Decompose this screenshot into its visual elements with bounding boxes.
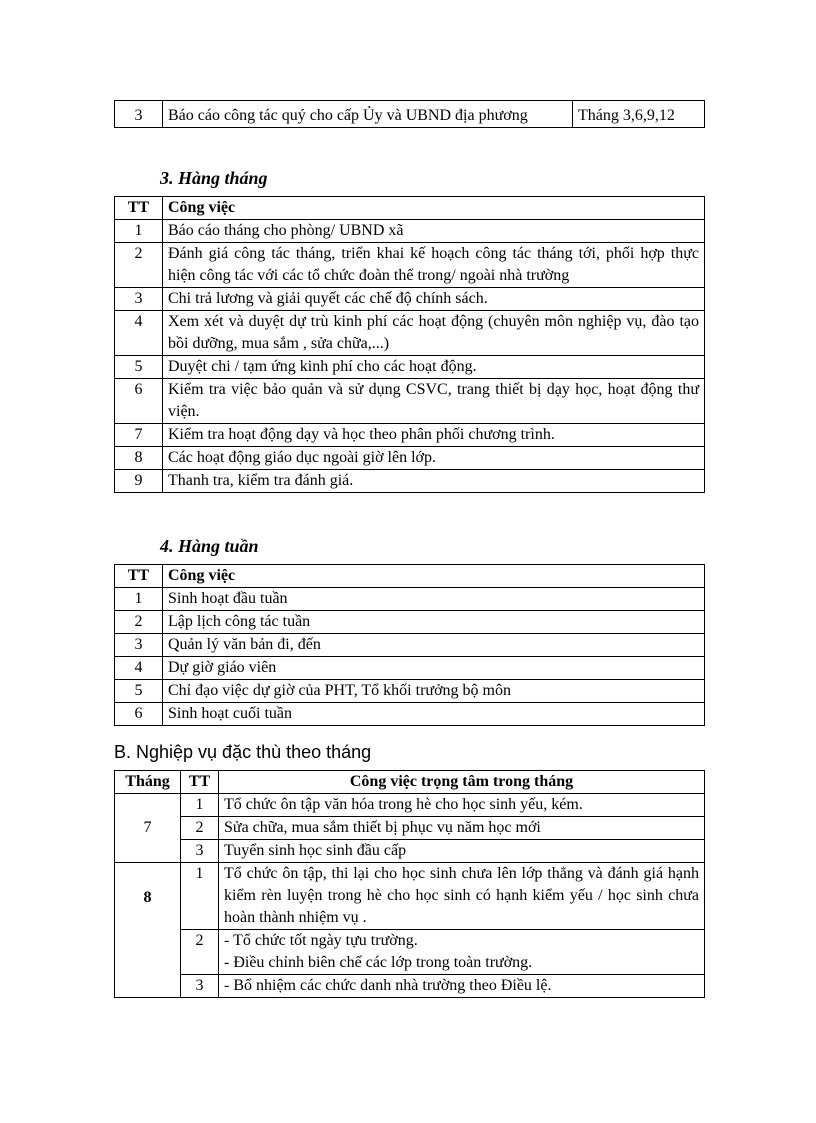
tt-cell: 5 [115, 356, 163, 379]
task-cell: Duyệt chi / tạm ứng kinh phí cho các hoạt động. [163, 356, 705, 379]
table-row [115, 243, 705, 288]
quarterly-table [114, 100, 705, 128]
table-row [115, 863, 705, 930]
tt-cell: 3 [181, 840, 219, 863]
monthly-table [114, 196, 705, 493]
table-row [115, 634, 705, 657]
table-header-row [115, 771, 705, 794]
tt-cell: 2 [181, 817, 219, 840]
table-row [115, 703, 705, 726]
task-cell: Xem xét và duyệt dự trù kinh phí các hoạt động (chuyên môn nghiệp vụ, đào tạo bồi dưỡng, mua sắm , sửa chữa,...) [163, 311, 705, 356]
task-cell: Chỉ đạo việc dự giờ của PHT, Tổ khối trưởng bộ môn [163, 680, 705, 703]
header-tt: TT [115, 197, 163, 220]
tt-cell: 3 [115, 634, 163, 657]
task-cell: Tổ chức ôn tập văn hóa trong hè cho học sinh yếu, kém. [219, 794, 705, 817]
tt-cell: 1 [181, 863, 219, 930]
table-row [115, 975, 705, 998]
table-header-row [115, 197, 705, 220]
task-cell: Tuyển sinh học sinh đầu cấp [219, 840, 705, 863]
task-cell: Tổ chức ôn tập, thi lại cho học sinh chưa lên lớp thẳng và đánh giá hạnh kiểm rèn luyện trong hè cho học sinh có hạnh kiểm yếu / học sinh chưa hoàn thành nhiệm vụ . [219, 863, 705, 930]
tt-cell: 7 [115, 424, 163, 447]
header-task: Công việc trọng tâm trong tháng [219, 771, 705, 794]
table-row [115, 311, 705, 356]
task-cell: Báo cáo tháng cho phòng/ UBND xã [163, 220, 705, 243]
weekly-heading: 4. Hàng tuần [160, 536, 259, 556]
section-b-heading: B. Nghiệp vụ đặc thù theo tháng [114, 742, 372, 762]
tt-cell: 9 [115, 470, 163, 493]
table-row [115, 447, 705, 470]
tt-cell: 8 [115, 447, 163, 470]
table-row [115, 220, 705, 243]
task-cell: Sinh hoạt đầu tuần [163, 588, 705, 611]
task-cell: Các hoạt động giáo dục ngoài giờ lên lớp. [163, 447, 705, 470]
table-row [115, 657, 705, 680]
table-header-row [115, 565, 705, 588]
tt-cell: 1 [181, 794, 219, 817]
monthly-specific-table [114, 770, 705, 998]
header-task: Công việc [163, 565, 705, 588]
month-cell: 8 [115, 863, 181, 998]
task-cell: Sửa chữa, mua sắm thiết bị phục vụ năm học mới [219, 817, 705, 840]
header-month: Tháng [115, 771, 181, 794]
table-row [115, 379, 705, 424]
task-cell: Quản lý văn bản đi, đến [163, 634, 705, 657]
tt-cell: 2 [115, 243, 163, 288]
tt-cell: 6 [115, 703, 163, 726]
table-row [115, 356, 705, 379]
task-cell: Chi trả lương và giải quyết các chế độ chính sách. [163, 288, 705, 311]
table-row [115, 840, 705, 863]
table-row [115, 930, 705, 975]
table-row [115, 101, 705, 128]
tt-cell: 2 [115, 611, 163, 634]
time-cell: Tháng 3,6,9,12 [573, 101, 705, 128]
task-cell: Thanh tra, kiểm tra đánh giá. [163, 470, 705, 493]
table-row [115, 288, 705, 311]
table-row [115, 794, 705, 817]
task-cell: Lập lịch công tác tuần [163, 611, 705, 634]
task-cell: Sinh hoạt cuối tuần [163, 703, 705, 726]
tt-cell: 4 [115, 311, 163, 356]
header-task: Công việc [163, 197, 705, 220]
tt-cell: 4 [115, 657, 163, 680]
tt-cell: 3 [181, 975, 219, 998]
task-cell: Kiểm tra hoạt động dạy và học theo phân phối chương trình. [163, 424, 705, 447]
tt-cell: 6 [115, 379, 163, 424]
tt-cell: 3 [115, 288, 163, 311]
month-cell: 7 [115, 794, 181, 863]
weekly-table [114, 564, 705, 726]
header-tt: TT [181, 771, 219, 794]
tt-cell: 2 [181, 930, 219, 975]
table-row [115, 470, 705, 493]
task-cell [219, 930, 705, 975]
tt-cell: 1 [115, 220, 163, 243]
tt-cell: 1 [115, 588, 163, 611]
task-line: - Tổ chức tốt ngày tựu trường. [224, 932, 418, 949]
task-cell: - Bổ nhiệm các chức danh nhà trường theo Điều lệ. [219, 975, 705, 998]
task-cell: Kiểm tra việc bảo quản và sử dụng CSVC, trang thiết bị dạy học, hoạt động thư viện. [163, 379, 705, 424]
task-cell: Đánh giá công tác tháng, triển khai kế hoạch công tác tháng tới, phối hợp thực hiện công tác với các tổ chức đoàn thể trong/ ngoài nhà trường [163, 243, 705, 288]
table-row [115, 680, 705, 703]
task-cell: Báo cáo công tác quý cho cấp Ủy và UBND địa phương [163, 101, 573, 128]
header-tt: TT [115, 565, 163, 588]
table-row [115, 424, 705, 447]
tt-cell: 5 [115, 680, 163, 703]
tt-cell: 3 [115, 101, 163, 128]
monthly-heading: 3. Hàng tháng [160, 168, 268, 188]
task-line: - Điều chỉnh biên chế các lớp trong toàn trường. [224, 954, 533, 971]
table-row [115, 588, 705, 611]
task-cell: Dự giờ giáo viên [163, 657, 705, 680]
table-row [115, 611, 705, 634]
table-row [115, 817, 705, 840]
